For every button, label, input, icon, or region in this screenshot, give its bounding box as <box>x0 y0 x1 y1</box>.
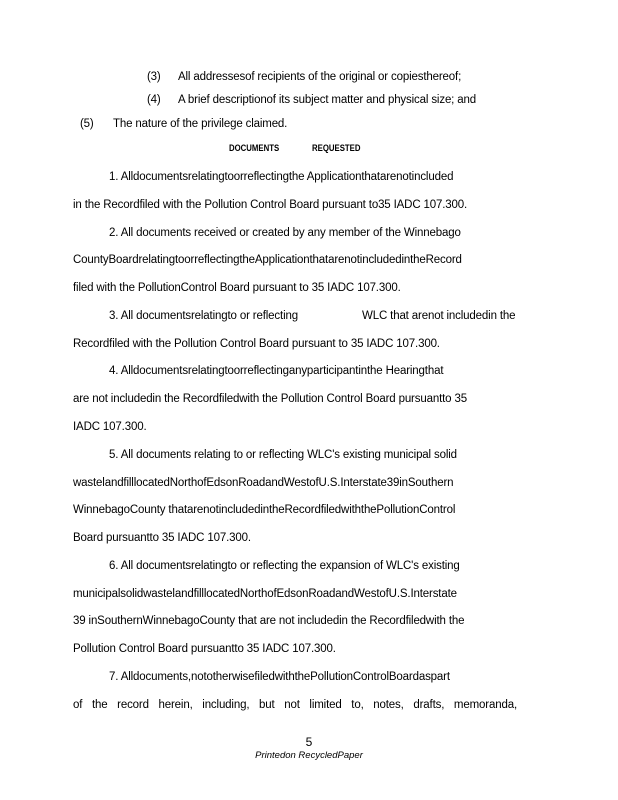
request-3-line-1a: 3. All documentsrelatingto or reflecting <box>109 310 298 322</box>
request-2-line-2: CountyBoardrelatingtoorreflectingtheApplicationthatarenotincludedintheRecord <box>73 254 462 266</box>
request-3-line-2: Recordfiled with the Pollution Control Board pursuant to 35 IADC 107.300. <box>73 338 440 350</box>
page-number: 5 <box>305 735 313 749</box>
list-item-number: (4) <box>147 94 161 106</box>
page-footer: Printedon RecycledPaper <box>255 750 363 761</box>
request-2-line-1: 2. All documents received or created by any member of the Winnebago <box>109 227 461 239</box>
request-5-line-4: Board pursuantto 35 IADC 107.300. <box>73 532 251 544</box>
request-4-line-2: are not includedin the Recordfiledwith the Pollution Control Board pursuantto 35 <box>73 393 467 405</box>
request-4-line-1: 4. Alldocumentsrelatingtoorreflectinganyparticipantinthe Hearingthat <box>109 365 444 377</box>
request-4-line-3: IADC 107.300. <box>73 421 147 433</box>
request-6-line-3: 39 inSouthernWinnebagoCounty that are not includedin the Recordfiledwith the <box>73 615 465 627</box>
list-item-number: (3) <box>147 71 161 83</box>
list-item-text: The nature of the privilege claimed. <box>113 118 288 130</box>
request-7-line-1: 7. Alldocuments,nototherwisefiledwiththePollutionControlBoardaspart <box>109 671 450 683</box>
request-6-line-2: municipalsolidwastelandfilllocatedNorthofEdsonRoadandWestofU.S.Interstate <box>73 588 457 600</box>
request-2-line-3: filed with the PollutionControl Board pursuant to 35 IADC 107.300. <box>73 282 401 294</box>
request-6-line-1: 6. All documentsrelatingto or reflecting the expansion of WLC's existing <box>109 560 460 572</box>
section-heading-documents: DOCUMENTS <box>229 143 280 154</box>
request-5-line-1: 5. All documents relating to or reflecting WLC's existing municipal solid <box>109 449 457 461</box>
list-item-text: A brief descriptionof its subject matter and physical size; and <box>178 94 477 106</box>
request-3-line-1b: WLC that arenot includedin the <box>362 310 516 322</box>
request-5-line-3: WinnebagoCounty thatarenotincludedintheRecordfiledwiththePollutionControl <box>73 504 456 516</box>
list-item-text: All addressesof recipients of the original or copiesthereof; <box>178 71 462 83</box>
request-7-line-2: of the record herein, including, but not limited to, notes, drafts, memoranda, <box>73 699 517 711</box>
request-1-line-1: 1. Alldocumentsrelatingtoorreflectingthe Applicationthatarenotincluded <box>109 171 454 183</box>
section-heading-requested: REQUESTED <box>312 143 361 154</box>
request-5-line-2: wastelandfilllocatedNorthofEdsonRoadandWestofU.S.Interstate39inSouthern <box>73 477 454 489</box>
list-item-number: (5) <box>80 118 94 130</box>
request-1-line-2: in the Recordfiled with the Pollution Control Board pursuant to35 IADC 107.300. <box>73 199 468 211</box>
request-6-line-4: Pollution Control Board pursuantto 35 IADC 107.300. <box>73 643 336 655</box>
